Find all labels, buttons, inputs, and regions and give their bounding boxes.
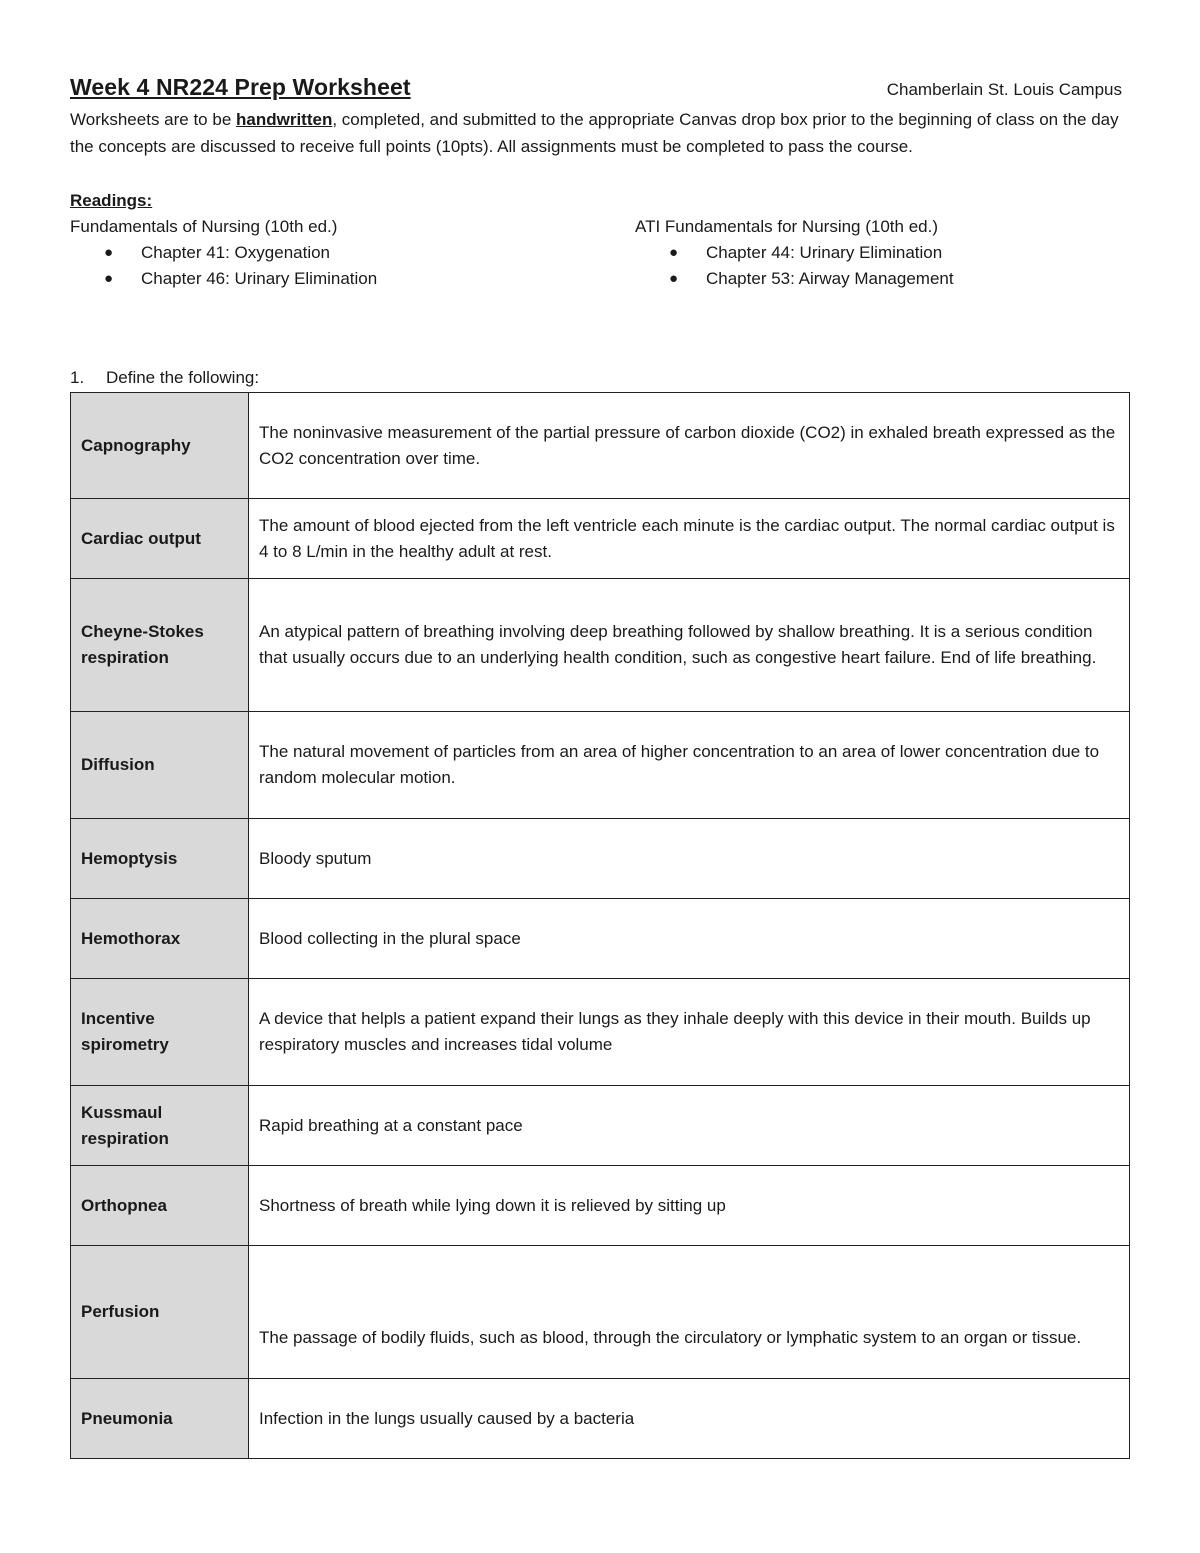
term-cell: Perfusion [71, 1246, 249, 1379]
definition-cell: Rapid breathing at a constant pace [249, 1086, 1130, 1166]
instructions [70, 106, 1132, 160]
definition-cell: Blood collecting in the plural space [249, 899, 1130, 979]
definition-cell: The noninvasive measurement of the partial pressure of carbon dioxide (CO2) in exhaled breath expressed as the CO2 concentration over time. [249, 393, 1130, 499]
readings-left [70, 214, 377, 292]
term-cell: Capnography [71, 393, 249, 499]
bullet-icon: ● [669, 270, 679, 287]
reading-item [635, 266, 954, 292]
term-cell: Hemoptysis [71, 819, 249, 899]
bullet-icon: ● [104, 244, 114, 261]
definition-cell: Infection in the lungs usually caused by a bacteria [249, 1379, 1130, 1459]
question-number: 1. [70, 368, 85, 387]
term-cell: Kussmaul respiration [71, 1086, 249, 1166]
definition-cell: The natural movement of particles from an area of higher concentration to an area of lower concentration due to random molecular motion. [249, 712, 1130, 819]
table-row [71, 1246, 1130, 1379]
table-row [71, 393, 1130, 499]
instructions-before: Worksheets are to be [70, 110, 236, 129]
reading-item [635, 240, 954, 266]
reading-source: ATI Fundamentals for Nursing (10th ed.) [635, 217, 938, 236]
definition-cell: Shortness of breath while lying down it is relieved by sitting up [249, 1166, 1130, 1246]
term-cell: Orthopnea [71, 1166, 249, 1246]
table-row [71, 499, 1130, 579]
readings-heading: Readings: [70, 191, 153, 210]
term-cell: Diffusion [71, 712, 249, 819]
instructions-after: , completed, and submitted to the appropriate Canvas drop box prior to the beginning of class on the day the concepts are discussed to receive full points (10pts). All assignments must be completed to pass the course. [70, 110, 1119, 156]
question-text: Define the following: [106, 368, 260, 387]
table-row [71, 819, 1130, 899]
reading-item-text: Chapter 46: Urinary Elimination [141, 269, 378, 288]
question-1 [70, 368, 259, 388]
definitions-table [70, 392, 1130, 1459]
instructions-emphasis: handwritten [236, 110, 333, 129]
term-cell: Cardiac output [71, 499, 249, 579]
table-row [71, 899, 1130, 979]
readings [70, 214, 1130, 324]
definition-cell: Bloody sputum [249, 819, 1130, 899]
definition-cell: The passage of bodily fluids, such as blood, through the circulatory or lymphatic system to an organ or tissue. [249, 1246, 1130, 1379]
bullet-icon: ● [669, 244, 679, 261]
worksheet-page [70, 74, 1130, 1428]
table-row [71, 979, 1130, 1086]
table-row [71, 1166, 1130, 1246]
bullet-icon: ● [104, 270, 114, 287]
term-cell: Incentive spirometry [71, 979, 249, 1086]
term-cell: Pneumonia [71, 1379, 249, 1459]
term-cell: Cheyne-Stokes respiration [71, 579, 249, 712]
table-row [71, 579, 1130, 712]
table-row [71, 712, 1130, 819]
header [70, 74, 1130, 106]
reading-item-text: Chapter 41: Oxygenation [141, 243, 331, 262]
definition-cell: An atypical pattern of breathing involving deep breathing followed by shallow breathing. It is a serious condition that usually occurs due to an underlying health condition, such as congestive heart failure. End of life breathing. [249, 579, 1130, 712]
table-row [71, 1086, 1130, 1166]
reading-item [70, 266, 377, 292]
reading-item-text: Chapter 53: Airway Management [706, 269, 954, 288]
page-title: Week 4 NR224 Prep Worksheet [70, 74, 411, 100]
definition-cell: A device that helpls a patient expand their lungs as they inhale deeply with this device in their mouth. Builds up respiratory muscles and increases tidal volume [249, 979, 1130, 1086]
term-cell: Hemothorax [71, 899, 249, 979]
readings-right [635, 214, 954, 292]
table-row [71, 1379, 1130, 1459]
definition-cell: The amount of blood ejected from the left ventricle each minute is the cardiac output. The normal cardiac output is 4 to 8 L/min in the healthy adult at rest. [249, 499, 1130, 579]
reading-item [70, 240, 377, 266]
campus-label: Chamberlain St. Louis Campus [886, 80, 1122, 99]
reading-source: Fundamentals of Nursing (10th ed.) [70, 217, 338, 236]
reading-item-text: Chapter 44: Urinary Elimination [706, 243, 943, 262]
